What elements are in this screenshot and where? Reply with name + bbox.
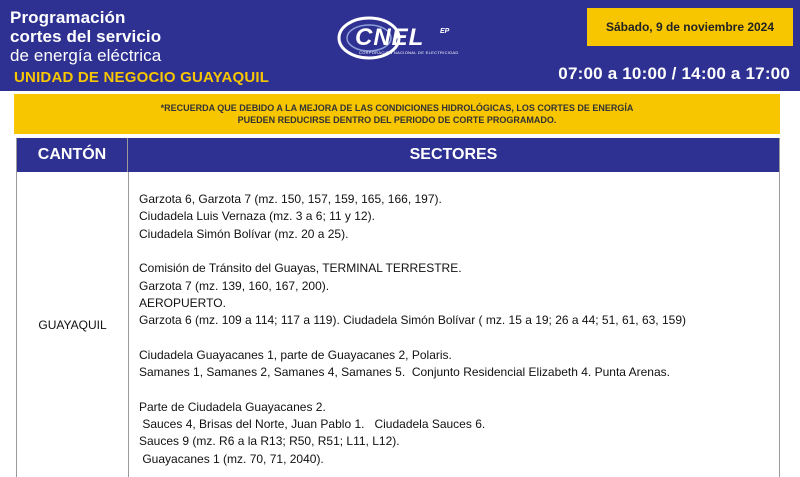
- column-header-sectores: SECTORES: [409, 146, 498, 163]
- notice-line-2: PUEDEN REDUCIRSE DENTRO DEL PERIODO DE CORTE PROGRAMADO.: [237, 115, 557, 125]
- title-line-3: de energía eléctrica: [10, 46, 162, 65]
- canton-cell: [17, 172, 128, 477]
- sector-group: [139, 191, 775, 243]
- table-header: [17, 138, 779, 172]
- column-divider: [128, 172, 129, 477]
- sector-line: Sauces 9 (mz. R6 a la R13; R50, R51; L11, L12).: [139, 434, 400, 449]
- sectors-cell: [139, 191, 775, 477]
- logo-suffix: EP: [440, 28, 450, 35]
- header-bar: [0, 0, 800, 91]
- sector-line: Ciudadela Luis Vernaza (mz. 3 a 6; 11 y 12).: [139, 209, 375, 224]
- sector-line: Garzota 6 (mz. 109 a 114; 117 a 119). Ciudadela Simón Bolívar ( mz. 15 a 19; 26 a 44; 51, 61, 63, 159): [139, 313, 686, 328]
- notice-banner: [14, 94, 780, 134]
- sector-line: Ciudadela Guayacanes 1, parte de Guayacanes 2, Polaris.: [139, 347, 452, 362]
- logo-text: CNEL: [355, 24, 425, 51]
- sector-line: Garzota 7 (mz. 139, 160, 167, 200).: [139, 278, 330, 293]
- logo-subtitle: CORPORACIÓN NACIONAL DE ELECTRICIDAD: [359, 50, 459, 55]
- sector-line: Ciudadela Simón Bolívar (mz. 20 a 25).: [139, 226, 349, 241]
- title-line-2: cortes del servicio: [10, 27, 162, 46]
- sector-group: [139, 347, 775, 382]
- date-badge: [587, 8, 793, 46]
- sector-line: AEROPUERTO.: [139, 296, 226, 311]
- title-line-1: Programación: [10, 8, 126, 27]
- notice-line-1: *RECUERDA QUE DEBIDO A LA MEJORA DE LAS CONDICIONES HIDROLÓGICAS, LOS CORTES DE ENERGÍA: [160, 103, 634, 113]
- sector-line: Sauces 4, Brisas del Norte, Juan Pablo 1. Ciudadela Sauces 6.: [139, 417, 486, 432]
- page-title: [10, 8, 161, 65]
- sector-group: [139, 260, 775, 330]
- date-text: Sábado, 9 de noviembre 2024: [605, 20, 775, 34]
- column-header-canton: CANTÓN: [17, 138, 128, 172]
- sector-line: Guayacanes 1 (mz. 70, 71, 2040).: [139, 451, 324, 466]
- cnel-logo: [333, 14, 473, 62]
- sector-line: Comisión de Tránsito del Guayas, TERMINAL TERRESTRE.: [139, 261, 462, 276]
- sector-line: Garzota 6, Garzota 7 (mz. 150, 157, 159, 165, 166, 197).: [139, 192, 442, 206]
- outage-table: [16, 138, 780, 477]
- canton-name: GUAYAQUIL: [38, 317, 107, 332]
- sector-line: Samanes 1, Samanes 2, Samanes 4, Samanes 5. Conjunto Residencial Elizabeth 4. Punta Arenas.: [139, 365, 670, 380]
- time-range: 07:00 a 10:00 / 14:00 a 17:00: [558, 64, 790, 83]
- sector-line: Parte de Ciudadela Guayacanes 2.: [139, 399, 326, 414]
- business-unit-label: UNIDAD DE NEGOCIO GUAYAQUIL: [14, 69, 270, 86]
- sector-group: [139, 399, 775, 469]
